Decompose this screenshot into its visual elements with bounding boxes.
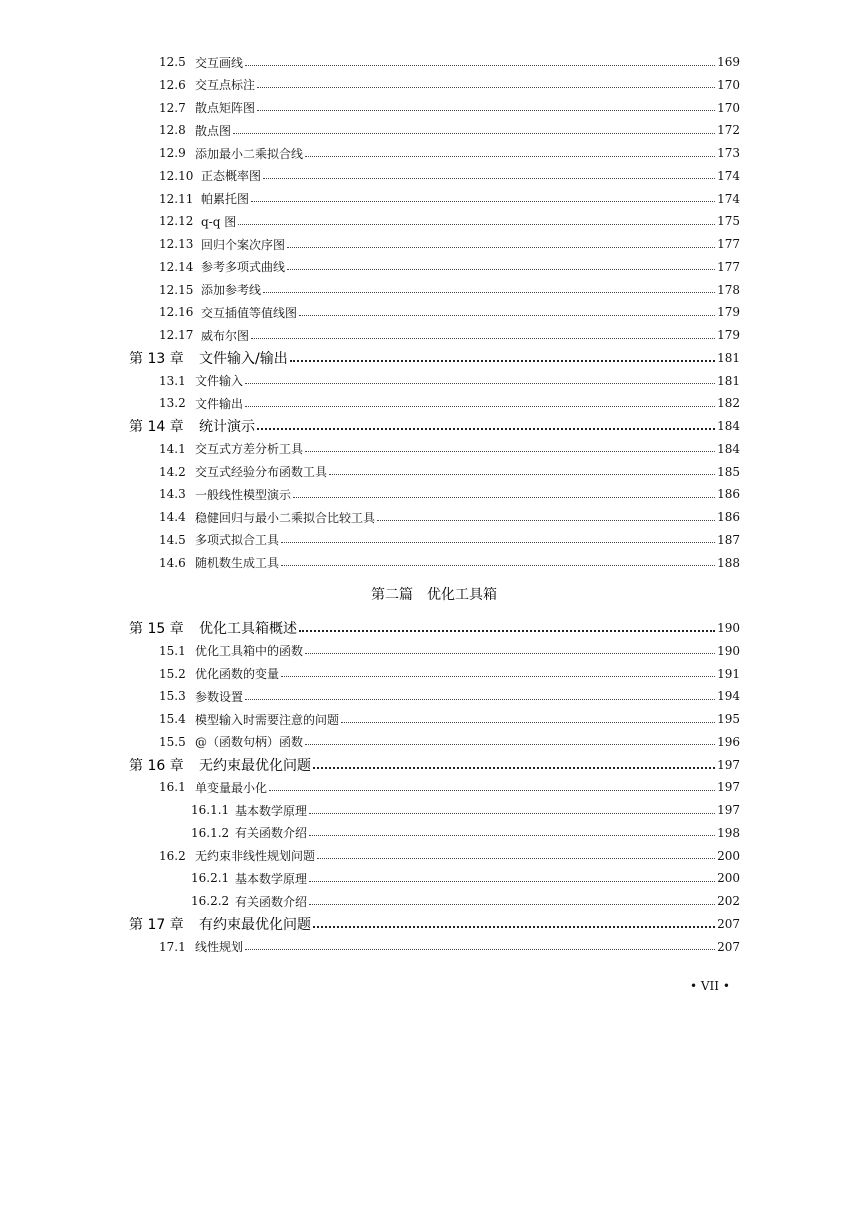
toc-entry-number: 第 16 章 bbox=[129, 757, 184, 774]
toc-entry-number: 12.6 bbox=[159, 77, 186, 92]
toc-entry-page: 170 bbox=[717, 77, 740, 92]
toc-entry-title: 帕累托图 bbox=[201, 192, 250, 206]
toc-entry-page: 197 bbox=[717, 780, 740, 795]
toc-entry-title: 单变量最小化 bbox=[195, 780, 268, 795]
toc-entry-title: 文件输入 bbox=[195, 374, 244, 388]
dot-leader bbox=[309, 813, 715, 814]
toc-entry-title: 多项式拟合工具 bbox=[195, 533, 280, 548]
dot-leader bbox=[251, 201, 715, 202]
dot-leader bbox=[281, 542, 715, 543]
toc-entry-number: 第 13 章 bbox=[129, 350, 184, 367]
toc-section-entry[interactable] bbox=[191, 800, 740, 820]
dot-leader bbox=[305, 744, 715, 745]
toc-entry-page: 172 bbox=[717, 123, 740, 138]
dot-leader bbox=[263, 178, 715, 179]
dot-leader bbox=[309, 835, 715, 836]
toc-entry-number: 第 15 章 bbox=[129, 621, 184, 637]
dot-leader bbox=[309, 881, 715, 882]
toc-section-entry[interactable] bbox=[159, 75, 740, 95]
toc-section-entry[interactable] bbox=[159, 709, 740, 729]
toc-entry-number: 12.16 bbox=[159, 305, 194, 320]
dot-leader bbox=[245, 949, 715, 950]
toc-section-entry[interactable] bbox=[159, 439, 740, 459]
toc-section-entry[interactable] bbox=[159, 777, 740, 797]
dot-leader bbox=[257, 428, 715, 430]
dot-leader bbox=[287, 269, 715, 270]
toc-section-entry[interactable] bbox=[159, 553, 740, 573]
toc-chapter-entry[interactable] bbox=[129, 755, 740, 775]
toc-entry-page: 169 bbox=[717, 55, 740, 69]
toc-entry-page: 178 bbox=[717, 282, 740, 297]
toc-section-entry[interactable] bbox=[159, 143, 740, 163]
toc-entry-title: 散点矩阵图 bbox=[195, 101, 256, 115]
toc-entry-number: 14.1 bbox=[159, 441, 186, 456]
page-number-footer: • VII • bbox=[690, 979, 730, 993]
toc-entry-page: 184 bbox=[717, 441, 740, 456]
toc-entry-page: 186 bbox=[717, 487, 740, 502]
toc-entry-number: 第 14 章 bbox=[129, 419, 184, 435]
toc-entry-number: 16.2 bbox=[159, 848, 186, 863]
toc-entry-number: 15.4 bbox=[159, 712, 186, 726]
toc-entry-title: 有关函数介绍 bbox=[235, 826, 308, 841]
toc-section-entry[interactable] bbox=[191, 868, 740, 888]
toc-entry-page: 185 bbox=[717, 464, 740, 479]
toc-section-entry[interactable] bbox=[159, 234, 740, 254]
toc-entry-title: 正态概率图 bbox=[201, 169, 262, 184]
toc-entry-number: 12.13 bbox=[159, 237, 194, 251]
toc-section-entry[interactable] bbox=[159, 484, 740, 504]
toc-entry-page: 190 bbox=[717, 621, 740, 635]
toc-chapter-entry[interactable] bbox=[129, 914, 740, 934]
dot-leader bbox=[290, 360, 715, 362]
dot-leader bbox=[313, 926, 715, 928]
toc-entry-title: 文件输入/输出 bbox=[199, 350, 288, 367]
toc-entry-title: 交互画线 bbox=[195, 55, 244, 70]
toc-entry-page: 170 bbox=[717, 100, 740, 115]
toc-section-entry[interactable] bbox=[159, 371, 740, 391]
toc-entry-title: 无约束非线性规划问题 bbox=[195, 849, 316, 863]
toc-section-entry[interactable] bbox=[159, 937, 740, 957]
toc-entry-number: 12.15 bbox=[159, 282, 194, 297]
dot-leader bbox=[299, 315, 715, 316]
toc-chapter-entry[interactable] bbox=[129, 618, 740, 638]
toc-entry-title: 统计演示 bbox=[199, 419, 255, 435]
toc-entry-title: 基本数学原理 bbox=[235, 803, 308, 818]
dot-leader bbox=[281, 565, 715, 566]
toc-entry-page: 181 bbox=[717, 373, 740, 388]
part-heading: 第二篇 优化工具箱 bbox=[371, 587, 497, 604]
toc-entry-page: 197 bbox=[717, 757, 740, 772]
toc-entry-title: 有关函数介绍 bbox=[235, 894, 308, 909]
toc-entry-number: 12.7 bbox=[159, 100, 186, 115]
toc-entry-title: 参数设置 bbox=[195, 689, 244, 704]
toc-entry-title: 模型输入时需要注意的问题 bbox=[195, 712, 340, 727]
dot-leader bbox=[251, 338, 715, 339]
toc-entry-title: 随机数生成工具 bbox=[195, 556, 280, 570]
toc-entry-number: 14.4 bbox=[159, 510, 186, 524]
toc-section-entry[interactable] bbox=[159, 98, 740, 118]
toc-section-entry[interactable] bbox=[159, 507, 740, 527]
toc-section-entry[interactable] bbox=[191, 823, 740, 843]
dot-leader bbox=[263, 292, 715, 293]
toc-entry-title: 优化工具箱概述 bbox=[199, 621, 297, 637]
toc-chapter-entry[interactable] bbox=[129, 416, 740, 436]
toc-entry-number: 12.8 bbox=[159, 123, 186, 138]
toc-section-entry[interactable] bbox=[159, 211, 740, 231]
dot-leader bbox=[287, 247, 715, 248]
toc-section-entry[interactable] bbox=[159, 393, 740, 413]
toc-entry-title: 稳健回归与最小二乘拟合比较工具 bbox=[195, 510, 376, 525]
toc-entry-title: 参考多项式曲线 bbox=[201, 260, 286, 275]
toc-entry-page: 191 bbox=[717, 666, 740, 681]
dot-leader bbox=[269, 790, 715, 791]
toc-entry-page: 175 bbox=[717, 214, 740, 229]
toc-entry-page: 181 bbox=[717, 350, 740, 365]
toc-entry-page: 190 bbox=[717, 643, 740, 658]
toc-entry-page: 194 bbox=[717, 689, 740, 704]
toc-entry-number: 13.1 bbox=[159, 373, 186, 388]
toc-entry-number: 16.1 bbox=[159, 780, 186, 795]
dot-leader bbox=[245, 383, 715, 384]
toc-entry-title: 添加参考线 bbox=[201, 283, 262, 297]
dot-leader bbox=[257, 110, 715, 111]
toc-entry-number: 17.1 bbox=[159, 939, 186, 954]
toc-section-entry[interactable] bbox=[159, 686, 740, 706]
dot-leader bbox=[245, 65, 715, 66]
toc-section-entry[interactable] bbox=[159, 280, 740, 300]
toc-entry-title: 回归个案次序图 bbox=[201, 237, 286, 252]
toc-entry-number: 14.5 bbox=[159, 532, 186, 547]
toc-entry-page: 179 bbox=[717, 328, 740, 342]
dot-leader bbox=[245, 699, 715, 700]
toc-entry-number: 12.5 bbox=[159, 55, 186, 69]
toc-entry-number: 15.2 bbox=[159, 666, 186, 681]
toc-entry-number: 14.6 bbox=[159, 555, 186, 570]
toc-entry-page: 177 bbox=[717, 237, 740, 251]
toc-entry-number: 16.2.1 bbox=[191, 871, 230, 886]
toc-entry-title: 威布尔图 bbox=[201, 328, 250, 343]
toc-entry-number: 15.3 bbox=[159, 689, 186, 704]
toc-section-entry[interactable] bbox=[191, 891, 740, 911]
toc-entry-number: 14.3 bbox=[159, 487, 186, 502]
toc-entry-title: 一般线性模型演示 bbox=[195, 487, 292, 502]
toc-entry-page: 188 bbox=[717, 555, 740, 570]
toc-entry-title: 无约束最优化问题 bbox=[199, 757, 311, 774]
dot-leader bbox=[377, 520, 715, 521]
dot-leader bbox=[309, 904, 715, 905]
toc-entry-page: 198 bbox=[717, 825, 740, 840]
toc-section-entry[interactable] bbox=[159, 302, 740, 322]
toc-entry-title: 交互式经验分布函数工具 bbox=[195, 465, 328, 479]
toc-entry-number: 12.17 bbox=[159, 328, 194, 342]
toc-section-entry[interactable] bbox=[159, 732, 740, 752]
toc-entry-page: 202 bbox=[717, 894, 740, 908]
toc-entry-page: 177 bbox=[717, 259, 740, 274]
dot-leader bbox=[329, 474, 715, 475]
toc-entry-page: 182 bbox=[717, 396, 740, 411]
toc-chapter-entry[interactable] bbox=[129, 348, 740, 368]
toc-entry-page: 187 bbox=[717, 532, 740, 547]
toc-entry-title: 线性规划 bbox=[195, 940, 244, 954]
toc-entry-page: 200 bbox=[717, 871, 740, 886]
toc-entry-number: 12.10 bbox=[159, 168, 194, 183]
dot-leader bbox=[238, 224, 715, 225]
toc-entry-page: 174 bbox=[717, 168, 740, 183]
toc-entry-number: 16.2.2 bbox=[191, 894, 230, 908]
toc-entry-page: 207 bbox=[717, 939, 740, 954]
toc-section-entry[interactable] bbox=[159, 325, 740, 345]
toc-entry-number: 15.1 bbox=[159, 643, 186, 658]
toc-entry-title: 优化工具箱中的函数 bbox=[195, 644, 304, 659]
toc-entry-number: 第 17 章 bbox=[129, 916, 184, 933]
toc-entry-page: 174 bbox=[717, 191, 740, 206]
toc-entry-title: 交互插值等值线图 bbox=[201, 305, 298, 320]
toc-entry-title: 优化函数的变量 bbox=[195, 667, 280, 681]
toc-entry-title: 散点图 bbox=[195, 123, 232, 138]
dot-leader bbox=[305, 451, 715, 452]
toc-entry-number: 12.11 bbox=[159, 191, 194, 206]
dot-leader bbox=[281, 676, 715, 677]
toc-section-entry[interactable] bbox=[159, 846, 740, 866]
toc-entry-number: 15.5 bbox=[159, 734, 186, 749]
toc-section-entry[interactable] bbox=[159, 257, 740, 277]
toc-entry-page: 200 bbox=[717, 848, 740, 863]
dot-leader bbox=[313, 767, 715, 769]
dot-leader bbox=[257, 87, 715, 88]
toc-entry-page: 179 bbox=[717, 305, 740, 320]
toc-section-entry[interactable] bbox=[159, 641, 740, 661]
dot-leader bbox=[299, 630, 715, 632]
dot-leader bbox=[317, 858, 715, 859]
toc-entry-title: 基本数学原理 bbox=[235, 871, 308, 886]
toc-section-entry[interactable] bbox=[159, 120, 740, 140]
toc-entry-title: 文件输出 bbox=[195, 396, 244, 411]
dot-leader bbox=[305, 653, 715, 654]
toc-entry-number: 14.2 bbox=[159, 464, 186, 479]
toc-entry-number: 12.9 bbox=[159, 146, 186, 160]
toc-section-entry[interactable] bbox=[159, 530, 740, 550]
toc-entry-number: 16.1.2 bbox=[191, 825, 230, 840]
dot-leader bbox=[305, 156, 715, 157]
dot-leader bbox=[293, 497, 715, 498]
toc-entry-page: 207 bbox=[717, 916, 740, 931]
toc-entry-title: q-q 图 bbox=[201, 214, 237, 229]
toc-entry-page: 186 bbox=[717, 510, 740, 524]
toc-entry-number: 13.2 bbox=[159, 396, 186, 411]
toc-entry-page: 184 bbox=[717, 419, 740, 433]
dot-leader bbox=[233, 133, 715, 134]
toc-entry-title: 有约束最优化问题 bbox=[199, 916, 311, 933]
toc-entry-page: 196 bbox=[717, 734, 740, 749]
toc-entry-title: @（函数句柄）函数 bbox=[195, 735, 304, 750]
toc-entry-page: 197 bbox=[717, 803, 740, 817]
toc-entry-number: 16.1.1 bbox=[191, 803, 230, 817]
toc-entry-number: 12.12 bbox=[159, 214, 194, 229]
toc-section-entry[interactable] bbox=[159, 189, 740, 209]
toc-entry-title: 添加最小二乘拟合线 bbox=[195, 146, 304, 161]
dot-leader bbox=[341, 722, 715, 723]
toc-entry-page: 173 bbox=[717, 146, 740, 160]
toc-section-entry[interactable] bbox=[159, 52, 740, 72]
toc-entry-page: 195 bbox=[717, 712, 740, 726]
toc-section-entry[interactable] bbox=[159, 166, 740, 186]
toc-section-entry[interactable] bbox=[159, 664, 740, 684]
toc-entry-title: 交互式方差分析工具 bbox=[195, 442, 304, 457]
dot-leader bbox=[245, 406, 715, 407]
toc-section-entry[interactable] bbox=[159, 462, 740, 482]
toc-entry-number: 12.14 bbox=[159, 259, 194, 274]
toc-entry-title: 交互点标注 bbox=[195, 78, 256, 93]
